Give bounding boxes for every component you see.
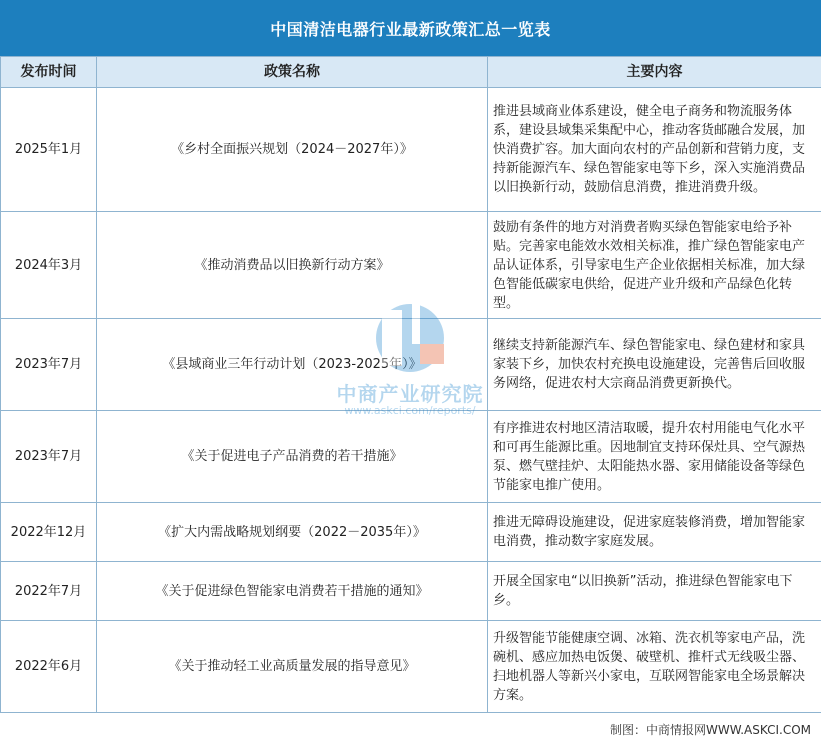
table-title: 中国清洁电器行业最新政策汇总一览表	[0, 0, 821, 56]
row-policy-name: 《关于促进电子产品消费的若干措施》	[97, 411, 488, 503]
header-date: 发布时间	[1, 57, 97, 88]
row-date: 2024年3月	[1, 212, 97, 319]
row-date: 2023年7月	[1, 319, 97, 411]
watermark-text: 中商产业研究院	[336, 382, 484, 406]
header-name: 政策名称	[97, 57, 488, 88]
watermark-url: www.askci.com/reports/	[344, 404, 476, 417]
table-row	[1, 503, 821, 562]
table-row	[1, 621, 821, 713]
row-date: 2022年6月	[1, 621, 97, 713]
row-content: 开展全国家电“以旧换新”活动，推进绿色智能家电下乡。	[488, 562, 821, 621]
table-row	[1, 319, 821, 411]
row-content: 继续支持新能源汽车、绿色智能家电、绿色建材和家具家装下乡，加快农村充换电设施建设，完善售后回收服务网络，促进农村大宗商品消费更新换代。	[488, 319, 821, 411]
table-row	[1, 212, 821, 319]
header-content: 主要内容	[488, 57, 821, 88]
row-date: 2022年12月	[1, 503, 97, 562]
row-date: 2025年1月	[1, 88, 97, 212]
table-row	[1, 411, 821, 503]
header-row	[1, 57, 821, 88]
row-content: 升级智能节能健康空调、冰箱、洗衣机等家电产品，洗碗机、感应加热电饭煲、破壁机、推杆式无线吸尘器、扫地机器人等新兴小家电，互联网智能家电全场景解决方案。	[488, 621, 821, 713]
row-date: 2023年7月	[1, 411, 97, 503]
row-policy-name: 《乡村全面振兴规划（2024－2027年）》	[97, 88, 488, 212]
row-policy-name: 《推动消费品以旧换新行动方案》	[97, 212, 488, 319]
policy-table	[0, 56, 821, 713]
row-policy-name: 《关于推动轻工业高质量发展的指导意见》	[97, 621, 488, 713]
row-policy-name: 《县域商业三年行动计划（2023-2025年）》	[97, 319, 488, 411]
row-policy-name: 《关于促进绿色智能家电消费若干措施的通知》	[97, 562, 488, 621]
row-content: 有序推进农村地区清洁取暖，提升农村用能电气化水平和可再生能源比重。因地制宜支持环保灶具、空气源热泵、燃气壁挂炉、太阳能热水器、家用储能设备等绿色节能家电推广使用。	[488, 411, 821, 503]
row-date: 2022年7月	[1, 562, 97, 621]
table-row	[1, 88, 821, 212]
row-policy-name: 《扩大内需战略规划纲要（2022－2035年）》	[97, 503, 488, 562]
row-content: 推进无障碍设施建设，促进家庭装修消费，增加智能家电消费，推动数字家庭发展。	[488, 503, 821, 562]
row-content: 鼓励有条件的地方对消费者购买绿色智能家电给予补贴。完善家电能效水效相关标准，推广绿色智能家电产品认证体系，引导家电生产企业依据相关标准，加大绿色智能低碳家电供给，促进产业升级和产品绿色化转型。	[488, 212, 821, 319]
row-content: 推进县域商业体系建设，健全电子商务和物流服务体系，建设县域集采集配中心，推动客货邮融合发展，加快消费扩容。加大面向农村的产品创新和营销力度，支持新能源汽车、绿色智能家电等下乡，深入实施消费品以旧换新行动，鼓励信息消费，推进消费升级。	[488, 88, 821, 212]
table-row	[1, 562, 821, 621]
source-credit: 制图：中商情报网WWW.ASKCI.COM	[610, 723, 811, 737]
